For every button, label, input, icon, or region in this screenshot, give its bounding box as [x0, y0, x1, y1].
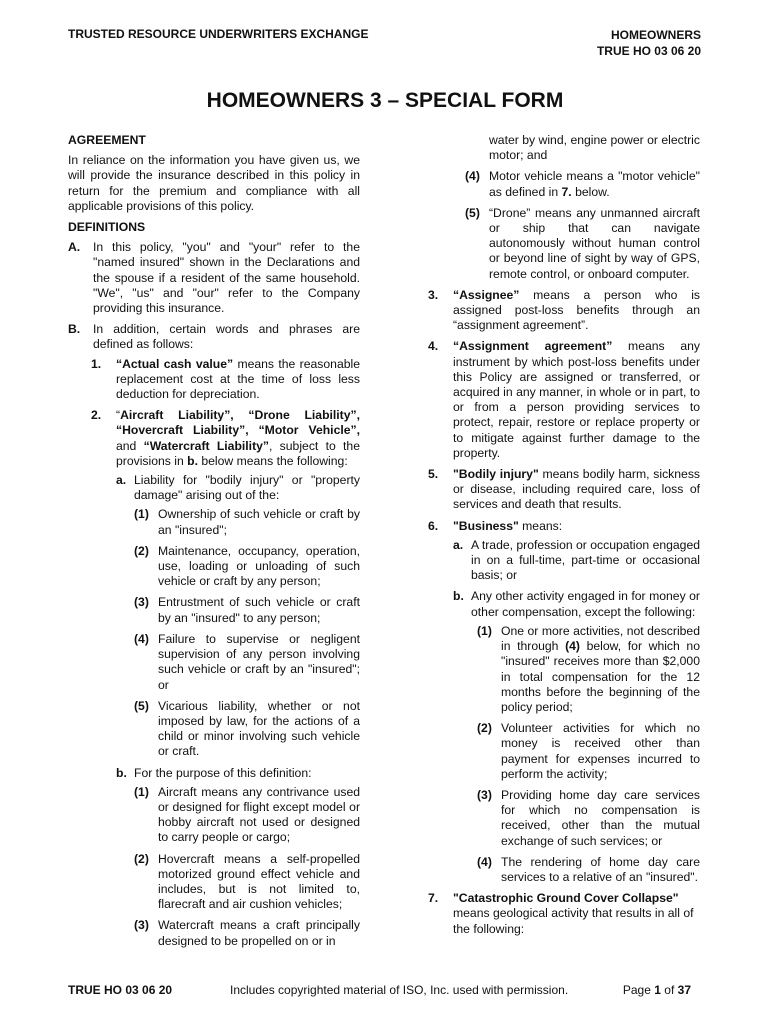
- marker: (3): [477, 787, 492, 802]
- text-post: below, for which no "insured" receives more than $2,000 in total compensation for the 12 months before the beginning of the policy period;: [501, 639, 700, 714]
- marker: (3): [134, 918, 149, 933]
- definition-2b-text: For the purpose of this definition:: [134, 765, 312, 780]
- agreement-heading: AGREEMENT: [68, 133, 146, 147]
- text-pre: Motor vehicle means a "motor vehicle" as defined in: [489, 169, 700, 199]
- definition-2a-item-text: Failure to supervise or negligent supervision of any person involving such vehicle or craft by an "insured"; or: [158, 631, 360, 692]
- definition-2a-item-text: Maintenance, occupancy, operation, use, loading or unloading of such vehicle or craft by any person;: [158, 543, 360, 589]
- marker: (1): [477, 623, 492, 638]
- definition-6b-item-text: Volunteer activities for which no money is received other than payment for expenses incurred to perform the activity;: [501, 721, 700, 781]
- footer-form-number: TRUE HO 03 06 20: [68, 983, 173, 997]
- marker: 2.: [91, 408, 102, 423]
- ref-b: b.: [187, 453, 198, 468]
- definition-2b-item-text: Hovercraft means a self-propelled motorized ground effect vehicle and includes, but is not limited to, flarecraft and air cushion vehicles;: [158, 851, 360, 912]
- definition-2b: [116, 766, 360, 949]
- definition-b: [68, 322, 360, 949]
- term: "Business": [453, 518, 519, 533]
- definition-6b-item-text: Providing home day care services for which no compensation is received, other than the mutual exchange of such services; or: [501, 787, 700, 848]
- marker: (5): [465, 205, 480, 220]
- definition-2b3-continued: [489, 133, 700, 163]
- header-form-id: [597, 27, 701, 59]
- definition-6b-item: [477, 721, 700, 782]
- definition-2a-item: [134, 632, 360, 693]
- header-company: TRUSTED RESOURCE UNDERWRITERS EXCHANGE: [68, 27, 369, 41]
- term: "Bodily injury": [453, 467, 539, 482]
- marker: 6.: [428, 518, 439, 533]
- marker: (2): [477, 721, 492, 736]
- marker: a.: [116, 473, 127, 488]
- definition-5: [428, 467, 700, 513]
- footer-page-number: [623, 983, 691, 998]
- definition-4: [428, 339, 700, 461]
- and: and: [116, 438, 144, 453]
- definition: means geological activity that results in all of the following:: [453, 906, 694, 936]
- text-post: below.: [571, 184, 610, 199]
- marker: B.: [68, 322, 81, 337]
- marker: (4): [134, 631, 149, 646]
- definition-2a-item-text: Ownership of such vehicle or craft by an "insured";: [158, 507, 360, 537]
- definition-2b5-text: “Drone” means any unmanned aircraft or ship that can navigate autonomously without human control or beyond line of sight by way of GPS, remote control, or onboard computer.: [489, 205, 700, 281]
- marker: (1): [134, 507, 149, 522]
- definition-6-text: [453, 519, 700, 534]
- definition-a-text: In this policy, "you" and "your" refer to the "named insured" shown in the Declarations and the spouse if a resident of the same household. "We", "us" and "our" refer to the Company providing this insurance.: [93, 240, 360, 316]
- definition-5-text: [453, 467, 700, 513]
- definition-6a-text: A trade, profession or occupation engaged in on a full-time, part-time or occasional basis; or: [471, 537, 701, 583]
- marker: (2): [134, 543, 149, 558]
- terms: Aircraft Liability”, “Drone Liability”, “Hovercraft Liability”, “Motor Vehicle”,: [116, 408, 360, 438]
- text-pre: One or more activities, not described in through: [501, 623, 700, 654]
- page-of: of: [664, 983, 675, 997]
- definition-2b-item-text: Aircraft means any contrivance used or designed for flight except model or hobby aircraft not used or designed to carry people or cargo;: [158, 784, 360, 845]
- marker: (5): [134, 698, 149, 713]
- definition-a: [68, 240, 360, 316]
- marker: (3): [134, 595, 149, 610]
- marker: (2): [134, 851, 149, 866]
- definition-2b5: [465, 206, 700, 282]
- left-column: [68, 133, 360, 955]
- definition-6b-item: [477, 855, 700, 885]
- definition-2b3-cont-text: water by wind, engine power or electric motor; and: [489, 133, 700, 163]
- term: “Assignment agreement”: [453, 339, 613, 354]
- definition-1: [91, 357, 360, 403]
- definition-6b: [453, 589, 700, 885]
- definition: means bodily harm, sickness or disease, including required care, loss of services and death that results.: [453, 467, 701, 512]
- definition: means any instrument by which post-loss benefits under this Policy are assigned or transferred, or acquired in any manner, in whole or in part, to or from a person providing services to protect, repair, restore or replace property or to mitigate against further damage to the property.: [453, 339, 700, 460]
- page-current: 1: [654, 983, 661, 997]
- header-form-line1: HOMEOWNERS: [611, 28, 701, 42]
- definition-1-text: [116, 357, 360, 403]
- definition-7: [428, 891, 700, 937]
- definition-2: [91, 408, 360, 949]
- right-column: [428, 133, 700, 943]
- definition-6b-text: Any other activity engaged in for money or other compensation, except the following:: [471, 589, 700, 619]
- open-quote: “: [116, 408, 121, 423]
- term: “Actual cash value”: [116, 356, 234, 371]
- marker: (1): [134, 784, 149, 799]
- text-end: below means the following:: [197, 453, 348, 468]
- definition-3-text: [453, 288, 700, 334]
- marker: 5.: [428, 467, 439, 482]
- ref: (4): [565, 639, 580, 654]
- text-mid: , subject to the provisions in: [116, 438, 360, 468]
- definition-3: [428, 288, 700, 334]
- definition-2b4: [465, 169, 700, 199]
- definition-2-text: [116, 408, 360, 469]
- definition-4-text: [453, 339, 700, 461]
- definition-2b-item: [134, 785, 360, 846]
- definition-6b1-text: [501, 624, 700, 715]
- definition-2a-text: Liability for "bodily injury" or "property damage" arising out of the:: [134, 473, 360, 503]
- definition-2a: [116, 473, 360, 759]
- definition-2a-item: [134, 595, 360, 625]
- definition-6b-item-text: The rendering of home day care services to a relative of an "insured".: [501, 854, 700, 884]
- marker: (4): [465, 169, 480, 184]
- footer-copyright: Includes copyrighted material of ISO, Inc. used with permission.: [230, 983, 569, 997]
- definition-6b1: [477, 624, 700, 715]
- definition: means a person who is assigned post-loss benefits through an “assignment agreement”.: [453, 287, 700, 333]
- marker: 7.: [428, 891, 439, 906]
- definition-b-text: In addition, certain words and phrases are defined as follows:: [93, 322, 360, 352]
- definition-2a-item-text: Entrustment of such vehicle or craft by an "insured" to any person;: [158, 595, 360, 625]
- marker: b.: [116, 765, 127, 780]
- definition-2b4-text: [489, 169, 700, 199]
- page-title: HOMEOWNERS 3 – SPECIAL FORM: [206, 89, 564, 112]
- term: "Catastrophic Ground Cover Collapse": [453, 891, 679, 906]
- term: “Assignee”: [453, 287, 520, 302]
- definition: means the reasonable replacement cost at the time of loss less deduction for depreciation.: [116, 356, 360, 402]
- page-total: 37: [677, 983, 691, 997]
- definition-2a-item: [134, 699, 360, 760]
- header-form-line2: TRUE HO 03 06 20: [596, 44, 701, 58]
- marker: 1.: [91, 356, 102, 371]
- marker: b.: [453, 589, 464, 604]
- definition-6b-item: [477, 788, 700, 849]
- term-last: “Watercraft Liability”: [143, 438, 269, 453]
- page-label: Page: [622, 983, 651, 997]
- definition-2a-item: [134, 507, 360, 537]
- definition-2b-item-text: Watercraft means a craft principally designed to be propelled on or in: [158, 918, 360, 948]
- definitions-heading: DEFINITIONS: [68, 220, 146, 235]
- definition-2b-item: [134, 852, 360, 913]
- marker: A.: [68, 240, 81, 255]
- definition-6: [428, 519, 700, 885]
- marker: a.: [453, 537, 464, 552]
- marker: (4): [477, 854, 492, 869]
- ref: 7.: [561, 184, 572, 199]
- definition-2a-item: [134, 544, 360, 590]
- definition-2a-item-text: Vicarious liability, whether or not imposed by law, for the actions of a child or minor involving such vehicle or craft.: [158, 698, 360, 759]
- definition-6a: [453, 538, 700, 584]
- agreement-text: In reliance on the information you have given us, we will provide the insurance described in this policy in return for the premium and compliance with all applicable provisions of this policy.: [68, 153, 360, 213]
- definition-2b-item: [134, 918, 360, 948]
- marker: 4.: [428, 339, 439, 354]
- marker: 3.: [428, 287, 439, 302]
- definition-7-text: [453, 891, 700, 937]
- definition: means:: [518, 518, 563, 533]
